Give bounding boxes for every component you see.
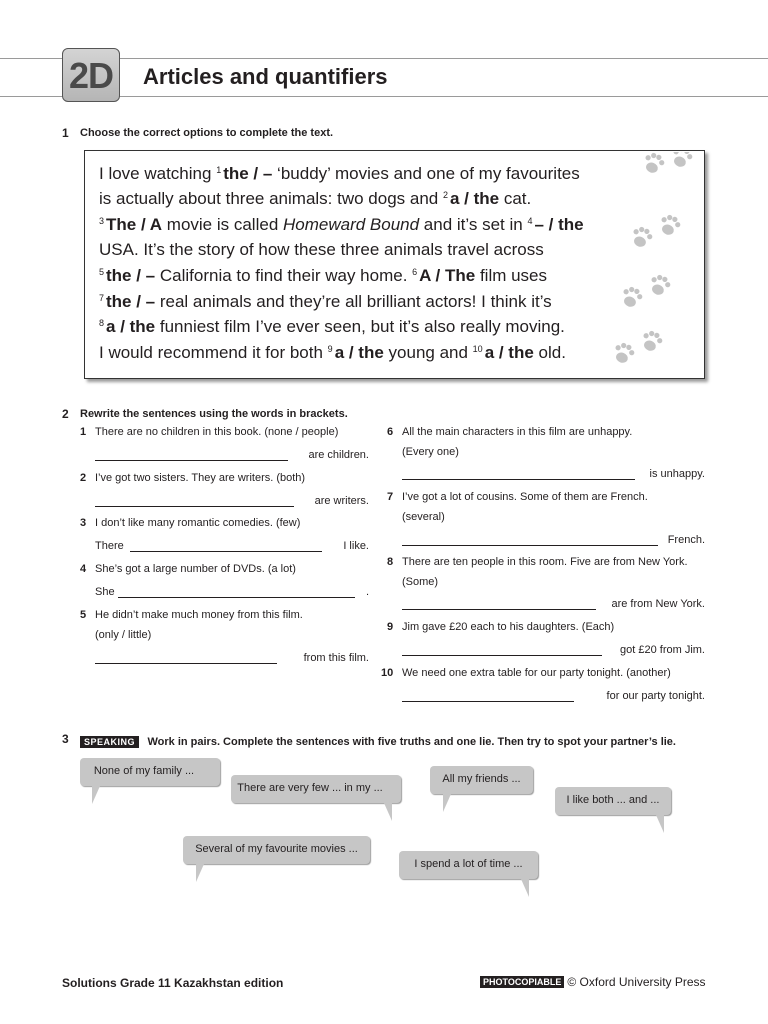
text-line [99, 292, 552, 312]
item-number: 2 [80, 472, 87, 484]
item-prompt-words: (Every one) [402, 446, 459, 458]
text-line [99, 189, 531, 209]
speech-bubble [183, 836, 370, 864]
speech-bubble-text: All my friends ... [442, 773, 521, 785]
speech-bubble-text: I like both ... and ... [566, 794, 660, 806]
answer-options[interactable]: a / the [334, 343, 384, 362]
answer-line[interactable] [118, 597, 356, 598]
answer-ending: are from New York. [611, 598, 705, 610]
answer-ending: French. [667, 534, 705, 546]
answer-lead: She [95, 586, 115, 598]
text-segment: cat. [499, 189, 532, 208]
answer-lead: There [95, 540, 124, 552]
item-number: 1 [80, 426, 87, 438]
speech-bubble-text: Several of my favourite movies ... [195, 843, 358, 855]
item-prompt-words: (several) [402, 511, 445, 523]
item-prompt: There are no children in this book. (none / people) [95, 426, 339, 438]
text-line [99, 240, 544, 260]
exercise-1-instruction: Choose the correct options to complete the text. [80, 127, 334, 139]
answer-options[interactable]: the / – [106, 292, 156, 311]
item-number: 8 [387, 556, 394, 568]
item-prompt: She’s got a large number of DVDs. (a lot) [95, 563, 296, 575]
gap-number: 1 [216, 165, 222, 175]
page-title: Articles and quantifiers [143, 64, 388, 89]
answer-options[interactable]: a / the [106, 317, 156, 336]
text-line [99, 266, 547, 286]
speech-bubble-text: There are very few ... in my ... [237, 782, 383, 794]
answer-ending: from this film. [303, 652, 369, 664]
item-number: 3 [80, 517, 87, 529]
speech-bubble [399, 851, 538, 879]
item-prompt: All the main characters in this film are unhappy. [402, 426, 633, 438]
answer-line[interactable] [402, 701, 574, 702]
answer-options[interactable]: a / the [484, 343, 534, 362]
answer-ending: are writers. [314, 495, 369, 507]
speech-bubble [555, 787, 671, 815]
speech-bubble-tail [196, 864, 204, 882]
speech-bubble-tail [443, 794, 451, 812]
text-segment: film uses [475, 266, 548, 285]
footer-edition: Solutions Grade 11 Kazakhstan edition [62, 976, 284, 990]
text-line [99, 317, 565, 337]
answer-line[interactable] [95, 460, 288, 461]
text-line [99, 215, 584, 235]
text-line [99, 343, 566, 363]
answer-ending: got £20 from Jim. [620, 644, 705, 656]
footer-copyright [480, 975, 706, 989]
answer-options[interactable]: – / the [534, 215, 584, 234]
text-segment: movie is called [162, 215, 283, 234]
photocopiable-label: PHOTOCOPIABLE [480, 976, 564, 988]
gap-number: 8 [99, 318, 105, 328]
unit-badge: 2D [62, 48, 120, 102]
gap-number: 7 [99, 293, 105, 303]
text-segment: ‘buddy’ movies and one of my favourites [272, 164, 580, 183]
item-number: 9 [387, 621, 394, 633]
speech-bubble-text: I spend a lot of time ... [414, 858, 523, 870]
answer-ending: I like. [343, 540, 369, 552]
item-prompt: I’ve got a lot of cousins. Some of them are French. [402, 491, 648, 503]
gap-number: 10 [472, 344, 483, 354]
speech-bubble-tail [92, 786, 100, 804]
text-segment: and it’s set in [419, 215, 528, 234]
speech-bubble-tail [521, 879, 529, 897]
answer-line[interactable] [402, 609, 596, 610]
item-prompt: There are ten people in this room. Five are from New York. [402, 556, 688, 568]
gap-number: 2 [442, 190, 448, 200]
answer-ending: for our party tonight. [606, 690, 705, 702]
text-segment: is actually about three animals: two dogs and [99, 189, 443, 208]
exercise-2-number: 2 [62, 407, 69, 421]
answer-line[interactable] [402, 479, 635, 480]
text-segment: I love watching [99, 164, 217, 183]
text-segment: young and [383, 343, 473, 362]
copyright-text: © Oxford University Press [567, 975, 706, 989]
gap-number: 5 [99, 267, 105, 277]
answer-ending: is unhappy. [649, 468, 705, 480]
item-prompt: Jim gave £20 each to his daughters. (Each) [402, 621, 615, 633]
speech-bubble-tail [656, 815, 664, 833]
answer-options[interactable]: A / The [419, 266, 476, 285]
speaking-label: SPEAKING [80, 736, 139, 748]
speech-bubble [231, 775, 401, 803]
film-title: Homeward Bound [283, 215, 420, 234]
paw-prints-decoration [610, 152, 702, 376]
text-segment: California to find their way home. [155, 266, 413, 285]
answer-line[interactable] [95, 506, 294, 507]
item-number: 10 [381, 667, 394, 679]
answer-options[interactable]: the / – [106, 266, 156, 285]
exercise-3-heading [80, 732, 676, 750]
text-segment: old. [533, 343, 566, 362]
item-number: 7 [387, 491, 394, 503]
speech-bubble-tail [384, 803, 392, 821]
item-number: 6 [387, 426, 394, 438]
answer-line[interactable] [130, 551, 322, 552]
item-prompt-words: (only / little) [95, 629, 152, 641]
speech-bubble [80, 758, 220, 786]
exercise-1-number: 1 [62, 126, 69, 140]
answer-ending: are children. [308, 449, 369, 461]
gap-number: 3 [99, 216, 105, 226]
answer-ending: . [365, 586, 369, 598]
speech-bubble-text: None of my family ... [93, 765, 195, 777]
text-segment: USA. It’s the story of how these three animals travel across [99, 240, 544, 259]
item-number: 5 [80, 609, 87, 621]
answer-options[interactable]: the / – [223, 164, 273, 183]
exercise-2-instruction: Rewrite the sentences using the words in brackets. [80, 408, 348, 420]
text-segment: I would recommend it for both [99, 343, 328, 362]
item-prompt: He didn’t make much money from this film. [95, 609, 303, 621]
answer-options[interactable]: a / the [450, 189, 500, 208]
gap-number: 6 [412, 267, 418, 277]
text-segment: funniest film I’ve ever seen, but it’s also really moving. [155, 317, 565, 336]
text-segment: real animals and they’re all brilliant actors! I think it’s [155, 292, 552, 311]
answer-line[interactable] [402, 545, 658, 546]
answer-line[interactable] [402, 655, 602, 656]
item-prompt-words: (Some) [402, 576, 439, 588]
text-line [99, 164, 580, 184]
item-prompt: I’ve got two sisters. They are writers. (both) [95, 472, 306, 484]
item-prompt: We need one extra table for our party tonight. (another) [402, 667, 671, 679]
item-prompt: I don’t like many romantic comedies. (few) [95, 517, 301, 529]
exercise-3-instruction: Work in pairs. Complete the sentences with five truths and one lie. Then try to spot your partner’s lie. [147, 736, 676, 748]
item-number: 4 [80, 563, 87, 575]
answer-options[interactable]: The / A [106, 215, 163, 234]
paw-print-icon [611, 152, 694, 366]
gap-number: 4 [527, 216, 533, 226]
answer-line[interactable] [95, 663, 277, 664]
gap-number: 9 [327, 344, 333, 354]
exercise-3-number: 3 [62, 732, 69, 746]
speech-bubble [430, 766, 533, 794]
